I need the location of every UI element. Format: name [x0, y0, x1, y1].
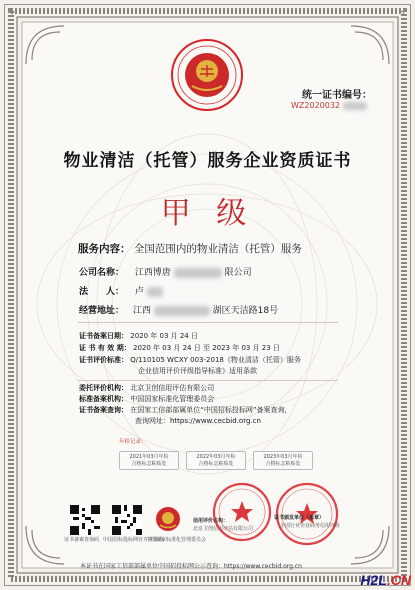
company-suffix: 限公司 — [224, 268, 252, 278]
legal-value: 卢 — [134, 287, 144, 297]
annual-box-line2: 合格标志粘贴处 — [198, 461, 234, 467]
company-prefix: 江西博唐 — [134, 268, 171, 278]
cert-number-value — [291, 101, 367, 110]
cert-number-label: 统一证书编号： — [302, 90, 372, 101]
redacted-block — [343, 102, 367, 110]
annual-box-line1: 2023年03月年检 — [263, 454, 303, 460]
divider — [78, 322, 338, 323]
seal-org-name: 北京卫创信用评估有限公司 — [193, 526, 254, 532]
certificate-title: 物业清洁（托管）服务企业资质证书 — [63, 151, 352, 171]
annual-record-label: 年检记录： — [119, 439, 147, 445]
scope-label: 服务内容： — [78, 243, 131, 255]
validity-value: 2020 年 03 月 24 日 至 2023 年 03 月 23 日 — [132, 344, 280, 352]
query-label: 证书备案查询： — [79, 406, 128, 414]
validity-row — [79, 343, 280, 353]
std-record-row — [79, 394, 214, 404]
qr-code-icon — [70, 505, 100, 535]
grade-text: 甲 级 — [160, 196, 255, 231]
commission-label: 委托评价机构： — [79, 384, 128, 392]
redacted-block — [147, 287, 163, 297]
emblem-icon — [155, 506, 181, 532]
legal-row — [79, 284, 163, 297]
annual-box — [119, 451, 179, 470]
watermark-part2: .CN — [386, 572, 411, 588]
issuer-caption: 证书颁发单位（盖章） — [274, 515, 325, 521]
record-date-label: 证书备案日期： — [79, 332, 128, 340]
qr1-caption: 证书备案查询码 — [64, 537, 100, 543]
seal-org-label: 信用评价机构： — [193, 518, 229, 524]
national-emblem-seal — [170, 38, 244, 112]
annual-box-line2: 合格标志粘贴处 — [131, 461, 167, 467]
watermark-part1: H2L — [360, 572, 387, 588]
commission-row — [79, 383, 214, 393]
emblem-caption: 中国国家标准化管理委员会 — [146, 537, 207, 543]
record-date-value: 2020 年 03 月 24 日 — [130, 332, 198, 340]
divider — [78, 380, 338, 381]
std-record-value: 中国国家标准化管理委员会 — [130, 395, 215, 403]
query-row — [79, 405, 292, 415]
scope-value: 全国范围内的物业清洁（托管）服务 — [133, 243, 302, 255]
annual-box-row — [119, 451, 313, 470]
annual-box-line1: 2022年03月年检 — [196, 454, 236, 460]
standard-line1: Q/110105 WCXY 003-2018《物业清洁（托管）服务 — [130, 356, 301, 364]
query-url: 查询网址：https://www.cecbid.org.cn — [135, 417, 261, 425]
red-seal-stamp — [275, 482, 339, 546]
qr2-caption: 中国招标投标网官方查询码 — [103, 537, 164, 543]
validity-label: 证 书 有 效 期： — [79, 344, 131, 352]
query-line1: 在国家工信部部属单位“中国招标投标网”备案查询， — [130, 406, 292, 414]
annual-box-line1: 2021年03月年检 — [129, 454, 169, 460]
annual-box-line2: 合格标志粘贴处 — [265, 461, 301, 467]
address-suffix: 湖区天洁路18号 — [212, 306, 279, 316]
address-row — [79, 303, 278, 316]
company-label: 公司名称： — [79, 268, 125, 278]
record-date-row — [79, 331, 198, 341]
issuer-name: 全国行业企业商务信用评价 — [280, 523, 341, 529]
site-watermark — [360, 572, 411, 588]
standard-label: 证书评价标准： — [79, 356, 128, 364]
red-seal-stamp — [212, 482, 272, 542]
company-row — [79, 265, 252, 278]
standard-row — [79, 355, 359, 365]
address-prefix: 江西 — [132, 306, 151, 316]
address-label: 经营地址： — [79, 306, 125, 316]
qr-code-icon — [112, 505, 142, 535]
annual-box — [253, 451, 313, 470]
footer-text: 本证书在国家工信部部属单位中国招投标网公示查询：https://www.cecbid.org.cn — [80, 563, 302, 570]
std-record-label: 标准备案机构： — [79, 395, 128, 403]
redacted-block — [174, 268, 222, 278]
annual-box — [186, 451, 246, 470]
commission-value: 北京卫创信用评估有限公司 — [130, 384, 215, 392]
redacted-block — [154, 306, 210, 316]
legal-label: 法 人： — [79, 287, 125, 297]
standard-line2: 企业信用评价评级指导标准》适用条款 — [138, 367, 257, 375]
cert-number-text: WZ2020032 — [291, 101, 341, 110]
scope-row — [78, 241, 302, 256]
